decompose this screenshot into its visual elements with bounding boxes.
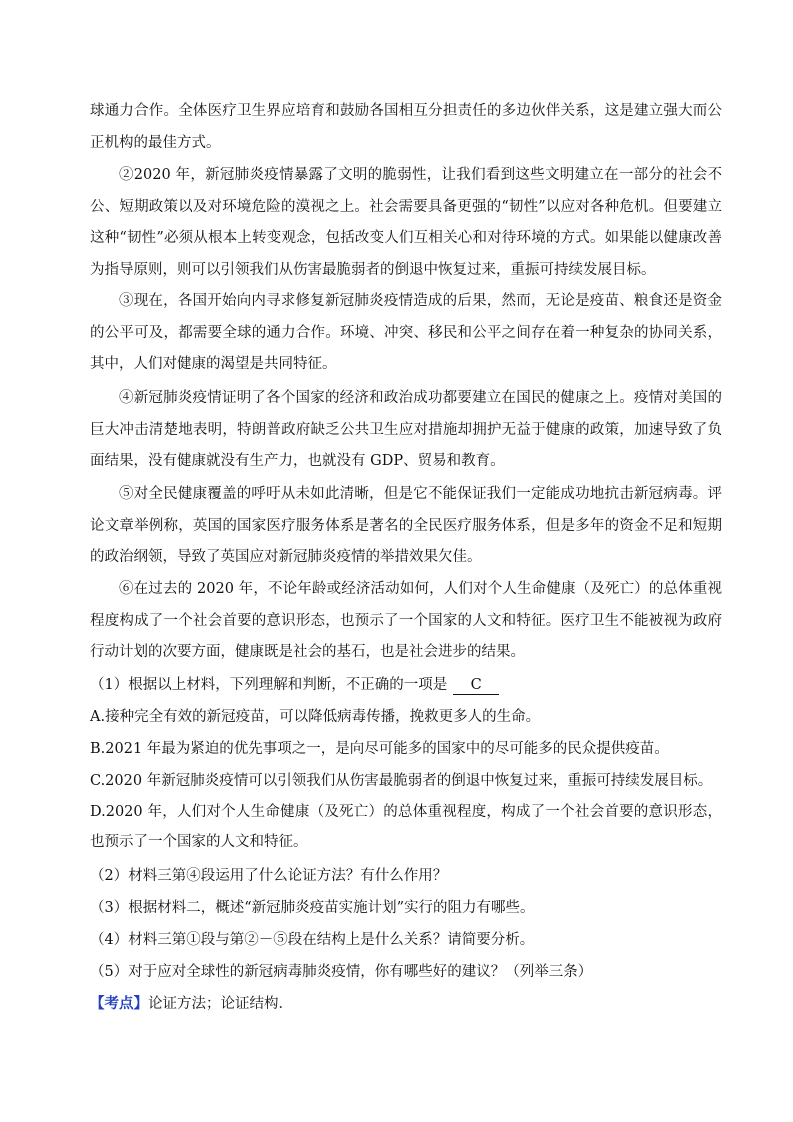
question-4: （4）材料三第①段与第②－⑤段在结构上是什么关系？请简要分析。	[90, 932, 535, 948]
option-c: C.2020 年新冠肺炎疫情可以引领我们从伤害最脆弱者的倒退中恢复过来，重振可持续发展目标。	[90, 773, 713, 789]
question-1-answer: C	[453, 676, 499, 695]
paragraph-6: ⑥在过去的 2020 年，不论年龄或经济活动如何，人们对个人生命健康（及死亡）的总体重视程度构成了一个社会首要的意识形态，也预示了一个国家的人文和特征。医疗卫生不能被视为政府行动计划的次要方面，健康既是社会的基石，也是社会进步的结果。	[90, 581, 722, 660]
kaodian-text: 论证方法；论证结构．	[148, 996, 293, 1012]
question-5: （5）对于应对全球性的新冠病毒肺炎疫情，你有哪些好的建议？（列举三条）	[90, 964, 593, 980]
paragraph-2: ②2020 年，新冠肺炎疫情暴露了文明的脆弱性，让我们看到这些文明建立在一部分的社会不公、短期政策以及对环境危险的漠视之上。社会需要具备更强的“韧性”以应对各种危机。但要建立这种“韧性”必须从根本上转变观念，包括改变人们互相关心和对待环境的方式。如果能以健康改善为指导原则，则可以引领我们从伤害最脆弱者的倒退中恢复过来，重振可持续发展目标。	[90, 167, 722, 278]
option-d: D.2020 年，人们对个人生命健康（及死亡）的总体重视程度，构成了一个社会首要的意识形态，也预示了一个国家的人文和特征。	[90, 804, 722, 850]
question-2: （2）材料三第④段运用了什么论证方法？有什么作用？	[90, 868, 448, 884]
paragraph-3: ③现在，各国开始向内寻求修复新冠肺炎疫情造成的后果，然而，无论是疫苗、粮食还是资金的公平可及，都需要全球的通力合作。环境、冲突、移民和公平之间存在着一种复杂的协同关系，其中，人们对健康的渴望是共同特征。	[90, 293, 722, 372]
kaodian-tag: 【考点】	[90, 995, 148, 1012]
paragraph-4: ④新冠肺炎疫情证明了各个国家的经济和政治成功都要建立在国民的健康之上。疫情对美国的巨大冲击清楚地表明，特朗普政府缺乏公共卫生应对措施却拥护无益于健康的政策，加速导致了负面结果，没有健康就没有生产力，也就没有 GDP、贸易和教育。	[90, 390, 722, 469]
question-1	[90, 673, 730, 697]
paragraph-continued: 球通力合作。全体医疗卫生界应培育和鼓励各国相互分担责任的多边伙伴关系，这是建立强大而公正机构的最佳方式。	[90, 103, 722, 151]
question-1-stem: （1）根据以上材料，下列理解和判断，不正确的一项是	[90, 677, 448, 693]
option-a: A.接种完全有效的新冠疫苗，可以降低病毒传播，挽救更多人的生命。	[90, 709, 541, 725]
option-b: B.2021 年最为紧迫的优先事项之一，是向尽可能多的国家中的尽可能多的民众提供疫苗。	[90, 741, 669, 757]
question-3: （3）根据材料二，概述“新冠肺炎疫苗实施计划”实行的阻力有哪些。	[90, 900, 535, 916]
paragraph-5: ⑤对全民健康覆盖的呼吁从未如此清晰，但是它不能保证我们一定能成功地抗击新冠病毒。评论文章举例称，英国的国家医疗服务体系是著名的全民医疗服务体系，但是多年的资金不足和短期的政治纲领，导致了英国应对新冠肺炎疫情的举措效果欠佳。	[90, 486, 722, 565]
kaodian-line	[90, 992, 730, 1016]
